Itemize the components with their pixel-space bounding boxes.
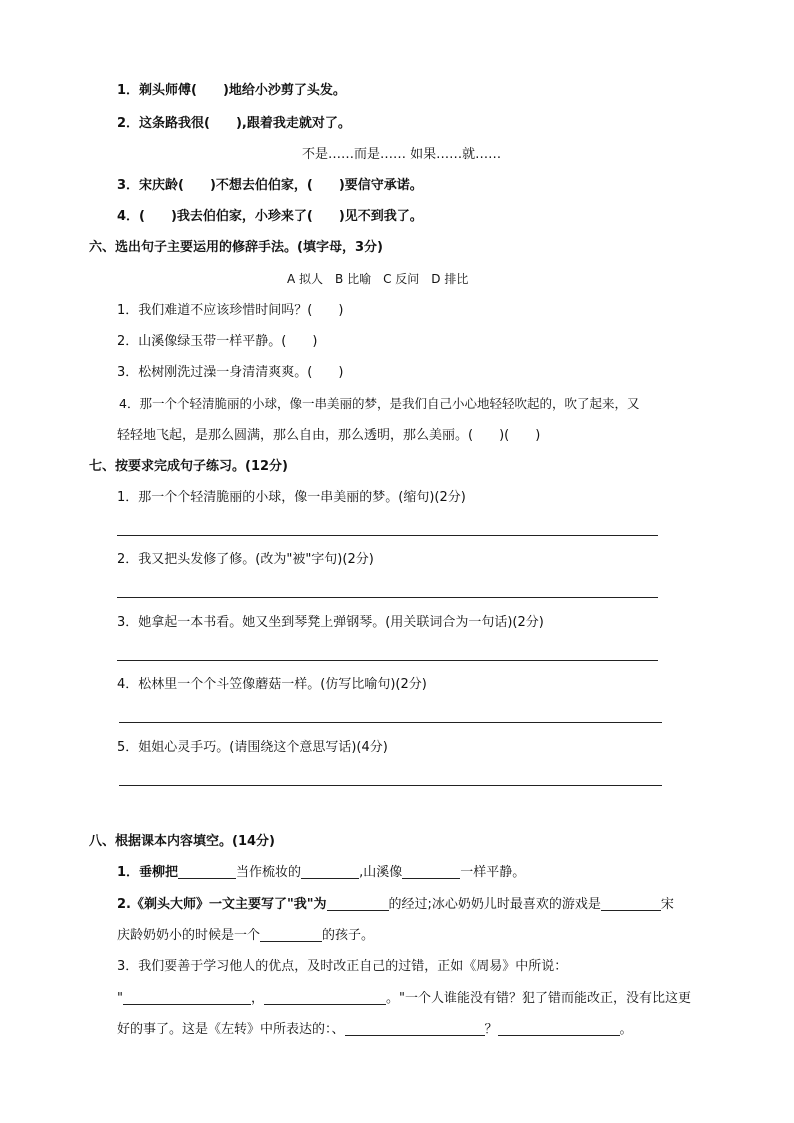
answer-line[interactable]: [117, 597, 658, 598]
sec8-q3-text: ": [117, 991, 123, 1006]
sec8-q2-line2: [117, 927, 374, 945]
sec8-q2-text: 的孩子。: [322, 928, 375, 943]
sec6-q2: 2．山溪像绿玉带一样平静。( ): [117, 334, 318, 349]
sec8-q1-text: 1．垂柳把: [117, 865, 179, 880]
sec6-q4-line1: 4．那一个个轻清脆丽的小球，像一串美丽的梦，是我们自己小心地轻轻吹起的，吹了起来，又: [119, 396, 640, 411]
sec8-q2-text: 庆龄奶奶小的时候是一个: [117, 928, 261, 943]
fill-blank[interactable]: [178, 864, 236, 879]
answer-line[interactable]: [119, 785, 662, 786]
fill-blank[interactable]: [260, 927, 322, 942]
sec7-q1: 1．那一个个轻清脆丽的小球，像一串美丽的梦。(缩句)(2分): [117, 490, 466, 505]
fill-blank[interactable]: [123, 990, 251, 1005]
sec8-q3-text: ，: [250, 991, 264, 1006]
sec8-q1-text: 一样平静。: [460, 865, 526, 880]
sec8-q3-text: 。"一个人谁能没有错？犯了错而能改正，没有比这更: [386, 991, 691, 1006]
sec8-q3-line1: 3．我们要善于学习他人的优点，及时改正自己的过错，正如《周易》中所说：: [117, 959, 568, 974]
sec6-q4-line2: 轻轻地飞起，是那么圆满，那么自由，那么透明，那么美丽。( )( ): [117, 428, 541, 443]
fill-blank[interactable]: [301, 864, 359, 879]
sec5-options: 不是……而是…… 如果……就……: [302, 147, 502, 162]
sec6-title: 六、选出句子主要运用的修辞手法。(填字母，3分): [89, 240, 383, 255]
sec7-title: 七、按要求完成句子练习。(12分): [89, 459, 288, 474]
sec8-q1: [117, 864, 525, 882]
answer-line[interactable]: [117, 660, 658, 661]
answer-line[interactable]: [117, 535, 658, 536]
sec8-q2-text: 的经过;冰心奶奶儿时最喜欢的游戏是: [388, 897, 601, 912]
sec8-q2-line1: [117, 896, 674, 914]
sec8-q3-line2: [117, 990, 691, 1008]
sec8-q2-text: 宋: [660, 897, 674, 912]
sec8-title: 八、根据课本内容填空。(14分): [89, 834, 275, 849]
sec8-q3-text: 好的事了。这是《左转》中所表达的：、: [117, 1022, 345, 1037]
sec5-q3: 3．宋庆龄( )不想去伯伯家，( )要信守承诺。: [117, 178, 423, 193]
sec8-q1-text: ,山溪像: [359, 865, 403, 880]
answer-line[interactable]: [119, 722, 662, 723]
fill-blank[interactable]: [327, 896, 389, 911]
fill-blank[interactable]: [601, 896, 661, 911]
sec8-q2-text: 2.《剃头大师》一文主要写了"我"为: [117, 897, 327, 912]
sec8-q3-line3: [117, 1021, 633, 1039]
fill-blank[interactable]: [498, 1021, 620, 1036]
fill-blank[interactable]: [402, 864, 460, 879]
fill-blank[interactable]: [264, 990, 386, 1005]
sec5-q2: 2．这条路我很( ),跟着我走就对了。: [117, 116, 351, 131]
sec8-q3-text: ？: [484, 1022, 498, 1037]
sec8-q1-text: 当作梳妆的: [236, 865, 302, 880]
sec7-q4: 4．松林里一个个斗笠像蘑菇一样。(仿写比喻句)(2分): [117, 677, 427, 692]
sec6-q1: 1．我们难道不应该珍惜时间吗？( ): [117, 303, 344, 318]
sec5-q1: 1．剃头师傅( )地给小沙剪了头发。: [117, 83, 346, 98]
sec7-q5: 5．姐姐心灵手巧。(请围绕这个意思写话)(4分): [117, 740, 388, 755]
sec6-q3: 3．松树刚洗过澡一身清清爽爽。( ): [117, 365, 344, 380]
sec7-q2: 2．我又把头发修了修。(改为"被"字句)(2分): [117, 552, 374, 567]
sec7-q3: 3．她拿起一本书看。她又坐到琴凳上弹钢琴。(用关联词合为一句话)(2分): [117, 615, 544, 630]
sec5-q4: 4．( )我去伯伯家，小珍来了( )见不到我了。: [117, 209, 423, 224]
sec6-options: A 拟人 B 比喻 C 反问 D 排比: [287, 272, 469, 286]
sec8-q3-text: 。: [619, 1022, 633, 1037]
fill-blank[interactable]: [345, 1021, 485, 1036]
